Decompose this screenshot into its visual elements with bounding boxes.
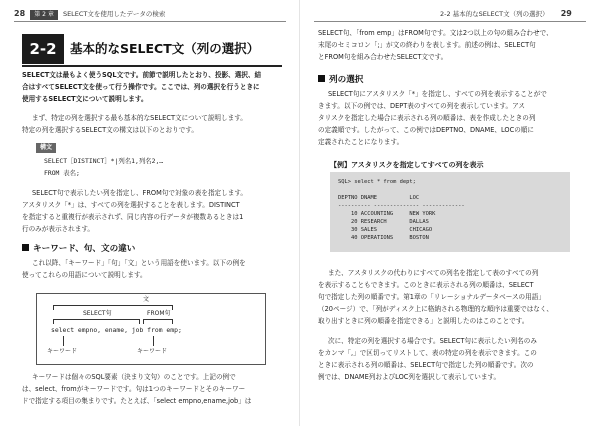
left-header-rule: [14, 21, 286, 22]
from-clause-label: FROM句: [147, 310, 171, 317]
body-line: 次に、特定の列を選択する場合です。SELECT句に表示したい列名のみ: [328, 337, 537, 345]
body-line: SELECT句で表示したい列を指定し、FROM句で対象の表を指定します。: [32, 189, 247, 197]
body-line: アスタリスク「*」は、すべての列を選択することを表します。DISTINCT: [22, 201, 240, 209]
body-line: SELECT句にアスタリスク「*」を指定し、すべての列を表示することがで: [328, 90, 547, 98]
body-line: を表示することもできます。このときに表示される列の順番は、SELECT: [318, 281, 534, 289]
body-line: ドで指定する項目の集まりです。たとえば、「select empno,ename,job」は: [22, 397, 252, 405]
syntax-line-2: FROM 表名;: [44, 169, 80, 177]
body-line: ときに表示される列の順番は、SELECT句で指定した列の順番です。次の: [318, 361, 534, 369]
body-line: 定義されたことになります。: [318, 138, 404, 146]
body-line: （20ページ）で、「列がディスク上に格納される物理的な順序は重要ではなく、: [318, 305, 553, 313]
section-title-rule: [22, 65, 282, 67]
heading-square-icon: [22, 244, 29, 251]
syntax-line-1: SELECT［DISTINCT］*|列名1,列名2,…: [44, 157, 164, 165]
keyword-label-2: キーワード: [137, 348, 168, 355]
body-line: 末尾のセミコロン「;」が文の終わりを表します。前述の例は、SELECT句: [318, 41, 536, 49]
heading-column-selection: 列の選択: [318, 74, 363, 86]
intro-line: 合はすべてSELECT文を使って行う操作です。ここでは、列の選択を行うときに: [22, 83, 260, 91]
body-line: また、アスタリスクの代わりにすべての列名を指定して表のすべての列: [328, 269, 539, 277]
sentence-label: 文: [143, 296, 150, 303]
diagram-sql-code: select empno, ename, job from emp;: [51, 326, 182, 334]
keyword-label-1: キーワード: [47, 348, 78, 355]
sql-output-box: [330, 172, 570, 252]
body-line: タリスクを指定した場合に表示される列の順番は、表を作成したときの列: [318, 114, 536, 122]
keyword-arrow-2: [153, 336, 154, 346]
select-clause-bracket: [53, 319, 140, 324]
body-line: とFROM句を組み合わせたSELECT文です。: [318, 53, 448, 61]
body-line: キーワードは個々のSQL要素（決まり文句）のことです。上記の例で: [32, 373, 236, 381]
result-row: 30 SALES CHICAGO: [338, 227, 433, 233]
right-header-rule: [314, 21, 586, 22]
result-row: 10 ACCOUNTING NEW YORK: [338, 211, 436, 217]
section-number-badge: 2-2: [22, 34, 64, 64]
chapter-title: SELECT文を使用したデータの検索: [62, 10, 166, 18]
body-line: 使ってこれらの用語について説明します。: [22, 271, 147, 279]
intro-line: 使用するSELECT文について説明します。: [22, 95, 148, 103]
result-column-header: DEPTNO DNAME LOC: [338, 195, 420, 201]
section-title-text: 基本的なSELECT文（列の選択）: [70, 41, 260, 56]
body-line: 例では、DNAME列およびLOC列を選択して表示しています。: [318, 373, 501, 381]
body-line: SELECT句、「from emp」はFROM句です。文は2つ以上の句の組み合わせで、: [318, 29, 553, 37]
body-line: をカンマ「,」で区切ってリストして、表の特定の列を表示できます。この: [318, 349, 537, 357]
body-line: 特定の列を選択するSELECT文の構文は以下のとおりです。: [22, 126, 198, 134]
body-line: きます。以下の例では、DEPT表のすべての列を表示しています。アス: [318, 102, 526, 110]
result-separator: ---------- -------------- -------------: [338, 203, 465, 209]
chapter-label: 第 2 章: [30, 10, 58, 20]
body-line: 行のみが表示されます。: [22, 225, 95, 233]
keyword-clause-diagram: [36, 293, 266, 365]
result-row: 40 OPERATIONS BOSTON: [338, 235, 429, 241]
select-clause-label: SELECT句: [83, 310, 112, 317]
example-title: 【例】アスタリスクを指定してすべての列を表示: [330, 161, 484, 169]
body-line: の定義順です。したがって、この例ではDEPTNO、DNAME、LOCの順に: [318, 126, 534, 134]
body-line: は、select、fromがキーワードです。句は1つのキーワードとそのキーワー: [22, 385, 246, 393]
body-line: 句で指定した列の順番です。第1章の「リレーショナルデータベースの用語」: [318, 293, 545, 301]
body-line: 取り出すときに列の順番を指定できる」と説明したのはこのことです。: [318, 317, 529, 325]
syntax-label: 構文: [36, 143, 56, 153]
body-line: これ以降、「キーワード」「句」「文」という用語を使います。以下の例を: [32, 259, 246, 267]
body-line: を指定すると重複行が表示されず、同じ内容の行データが複数あるときは1: [22, 213, 244, 221]
left-running-header: [14, 8, 165, 20]
section-label: 2-2 基本的なSELECT文（列の選択）: [440, 10, 549, 18]
section-title: [22, 34, 282, 64]
heading-square-icon: [318, 75, 325, 82]
result-row: 20 RESEARCH DALLAS: [338, 219, 429, 225]
right-page-number: 29: [560, 9, 572, 18]
keyword-arrow-1: [63, 336, 64, 346]
right-running-header: [440, 8, 572, 20]
left-page-number: 28: [14, 9, 26, 18]
from-clause-bracket: [143, 319, 173, 324]
body-line: まず、特定の列を選択する最も基本的なSELECT文について説明します。: [32, 114, 247, 122]
intro-line: SELECT文は最もよく使うSQL文です。前節で説明したとおり、投影、選択、結: [22, 71, 262, 79]
sql-command: SQL> select * from dept;: [338, 179, 416, 185]
heading-keywords: キーワード、句、文の違い: [22, 243, 135, 255]
